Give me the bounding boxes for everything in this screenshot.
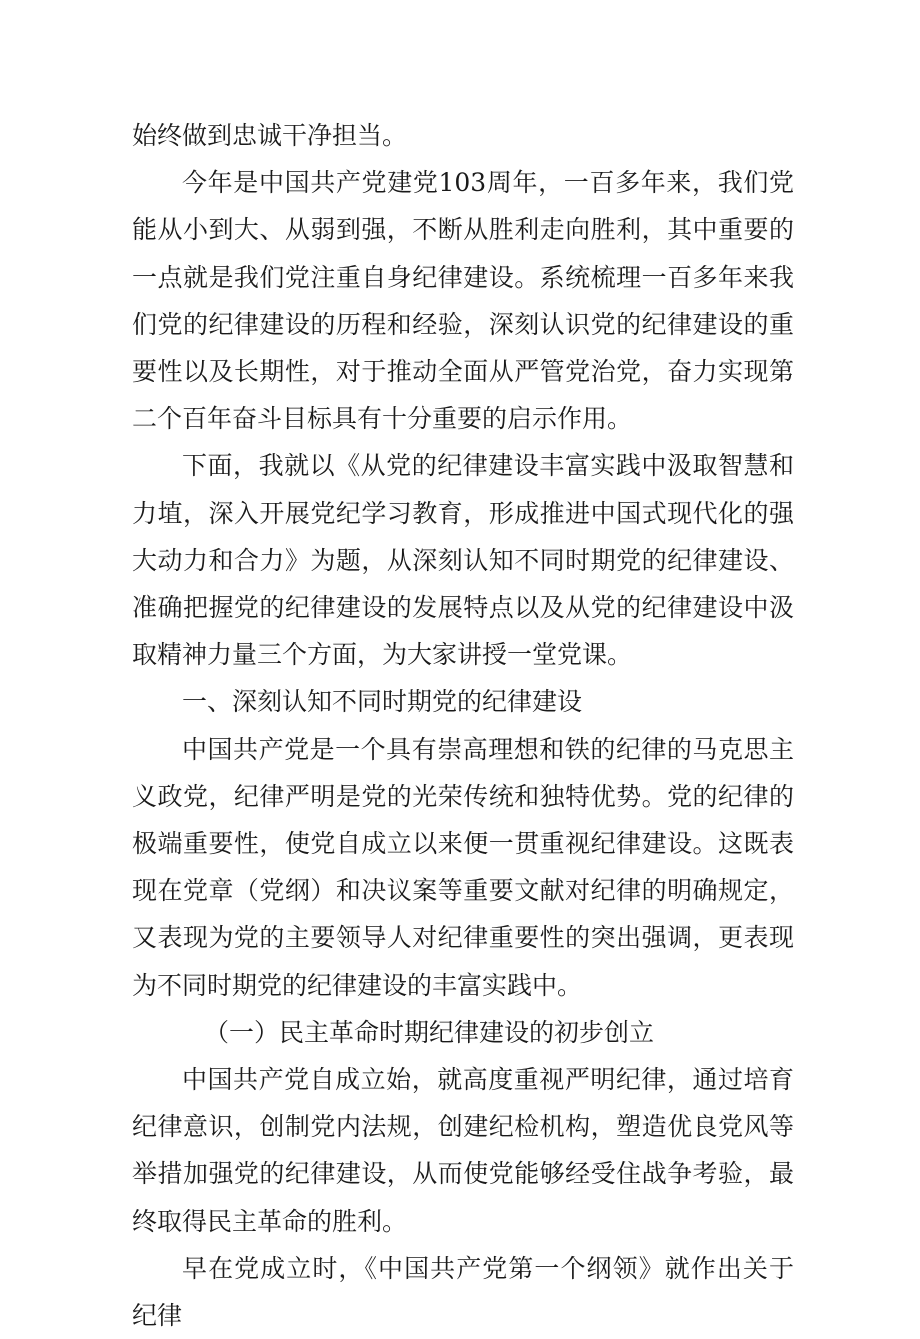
paragraph-anniversary: 今年是中国共产党建党103周年，一百多年来，我们党能从小到大、从弱到强，不断从胜利走向胜利，其中重要的一点就是我们党注重自身纪律建设。系统梳理一百多年来我们党的纪律建设的历程和经验，深刻认识党的纪律建设的重要性以及长期性，对于推动全面从严管党治党，奋力实现第二个百年奋斗目标具有十分重要的启示作用。 — [132, 168, 794, 434]
paragraph-continuation: 始终做到忠诚干净担当。 — [132, 121, 408, 150]
section-heading-1: 一、深刻认知不同时期党的纪律建设 — [182, 687, 583, 717]
subsection-heading-1: （一）民主革命时期纪律建设的初步创立 — [204, 1017, 655, 1047]
paragraph-first-program: 早在党成立时，《中国共产党第一个纲领》就作出关于纪律 — [132, 1253, 794, 1331]
paragraph-democratic-revolution: 中国共产党自成立始，就高度重视严明纪律，通过培育纪律意识，创制党内法规，创建纪检机构，塑造优良党风等举措加强党的纪律建设，从而使党能够经受住战争考验，最终取得民主革命的胜利。 — [132, 1065, 794, 1236]
document-body — [132, 112, 794, 1339]
paragraph-lecture-intro: 下面，我就以《从党的纪律建设丰富实践中汲取智慧和力埴，深入开展党纪学习教育，形成推进中国式现代化的强大动力和合力》为题，从深刻认知不同时期党的纪律建设、准确把握党的纪律建设的发展特点以及从党的纪律建设中汲取精神力量三个方面，为大家讲授一堂党课。 — [132, 451, 794, 670]
paragraph-party-discipline: 中国共产党是一个具有崇高理想和铁的纪律的马克思主义政党，纪律严明是党的光荣传统和独特优势。党的纪律的极端重要性，使党自成立以来便一贯重视纪律建设。这既表现在党章（党纲）和决议案等重要文献对纪律的明确规定，又表现为党的主要领导人对纪律重要性的突出强调，更表现为不同时期党的纪律建设的丰富实践中。 — [132, 734, 794, 1000]
